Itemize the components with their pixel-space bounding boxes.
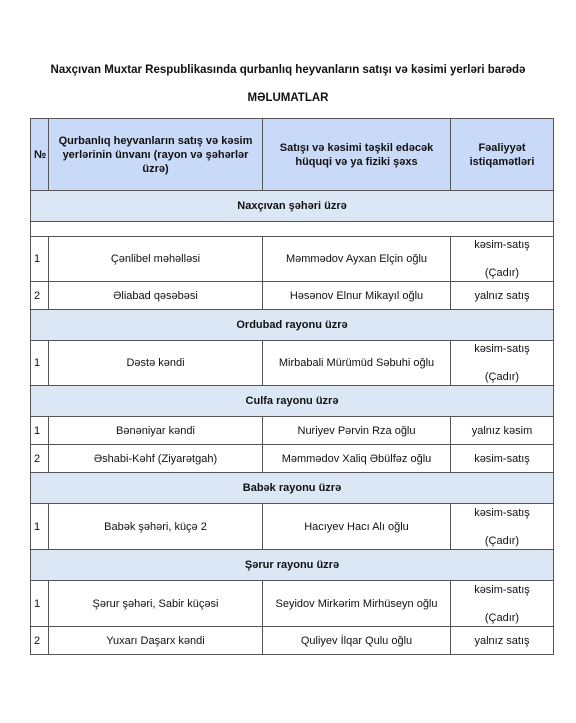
row-activity: yalnız satış [451, 627, 554, 655]
row-activity [451, 504, 554, 550]
section-row [31, 191, 554, 222]
row-address: Əshabi-Kəhf (Ziyarətgah) [49, 445, 263, 473]
header-number: № [31, 119, 49, 191]
row-person: Quliyev İlqar Qulu oğlu [263, 627, 451, 655]
activity-type: kəsim-satış [474, 583, 530, 596]
row-activity [451, 341, 554, 386]
row-person: Hacıyev Hacı Alı oğlu [263, 504, 451, 550]
row-number: 2 [31, 627, 49, 655]
row-address: Babək şəhəri, küçə 2 [49, 504, 263, 550]
row-number: 1 [31, 341, 49, 386]
row-person: Məmmədov Ayxan Elçin oğlu [263, 237, 451, 282]
activity-note: (Çadır) [484, 611, 520, 624]
row-number: 2 [31, 445, 49, 473]
table-header-row [31, 119, 554, 191]
row-activity: yalnız kəsim [451, 417, 554, 445]
section-row [31, 310, 554, 341]
row-activity [451, 237, 554, 282]
header-activity: Fəaliyyət istiqamətləri [451, 119, 554, 191]
section-row [31, 550, 554, 581]
activity-note: (Çadır) [484, 267, 520, 279]
table-row [31, 341, 554, 386]
row-number: 1 [31, 237, 49, 282]
row-address: Əliabad qəsəbəsi [49, 282, 263, 310]
section-title: Culfa rayonu üzrə [31, 386, 554, 417]
section-title: Ordubad rayonu üzrə [31, 310, 554, 341]
section-row [31, 386, 554, 417]
table-row [31, 445, 554, 473]
table-row [31, 504, 554, 550]
row-address: Çənlibel məhəlləsi [49, 237, 263, 282]
row-address: Bənəniyar kəndi [49, 417, 263, 445]
document-title: Naxçıvan Muxtar Respublikasında qurbanlıq heyvanların satışı və kəsimi yerləri barədə [50, 64, 526, 76]
row-number: 2 [31, 282, 49, 310]
section-title: Naxçıvan şəhəri üzrə [31, 191, 554, 222]
section-title: Şərur rayonu üzrə [31, 550, 554, 581]
info-table [30, 118, 554, 655]
row-person: Həsənov Elnur Mikayıl oğlu [263, 282, 451, 310]
row-number: 1 [31, 417, 49, 445]
row-address: Yuxarı Daşarx kəndi [49, 627, 263, 655]
row-person: Mirbabali Mürümüd Səbuhi oğlu [263, 341, 451, 386]
spacer-row [31, 222, 554, 237]
table-row [31, 627, 554, 655]
row-person: Seyidov Mirkərim Mirhüseyn oğlu [263, 581, 451, 627]
activity-type: kəsim-satış [474, 239, 530, 251]
header-person: Satışı və kəsimi təşkil edəcək hüquqi və ya fiziki şəxs [263, 119, 451, 191]
row-activity: yalnız satış [451, 282, 554, 310]
activity-note: (Çadır) [484, 371, 520, 383]
table-row [31, 581, 554, 627]
table-row [31, 282, 554, 310]
row-activity [451, 581, 554, 627]
row-person: Məmmədov Xaliq Əbülfəz oğlu [263, 445, 451, 473]
row-address: Şərur şəhəri, Sabir küçəsi [49, 581, 263, 627]
row-person: Nuriyev Pərvin Rza oğlu [263, 417, 451, 445]
document-subtitle: MƏLUMATLAR [247, 92, 329, 104]
row-number: 1 [31, 581, 49, 627]
row-number: 1 [31, 504, 49, 550]
section-title: Babək rayonu üzrə [31, 473, 554, 504]
section-row [31, 473, 554, 504]
activity-note: (Çadır) [484, 534, 520, 547]
row-activity: kəsim-satış [451, 445, 554, 473]
table-row [31, 237, 554, 282]
table-row [31, 417, 554, 445]
spacer-cell [31, 222, 554, 237]
activity-type: kəsim-satış [474, 506, 530, 519]
header-address: Qurbanlıq heyvanların satış və kəsim yerlərinin ünvanı (rayon və şəhərlər üzrə) [49, 119, 263, 191]
row-address: Dəstə kəndi [49, 341, 263, 386]
activity-type: kəsim-satış [474, 343, 530, 355]
